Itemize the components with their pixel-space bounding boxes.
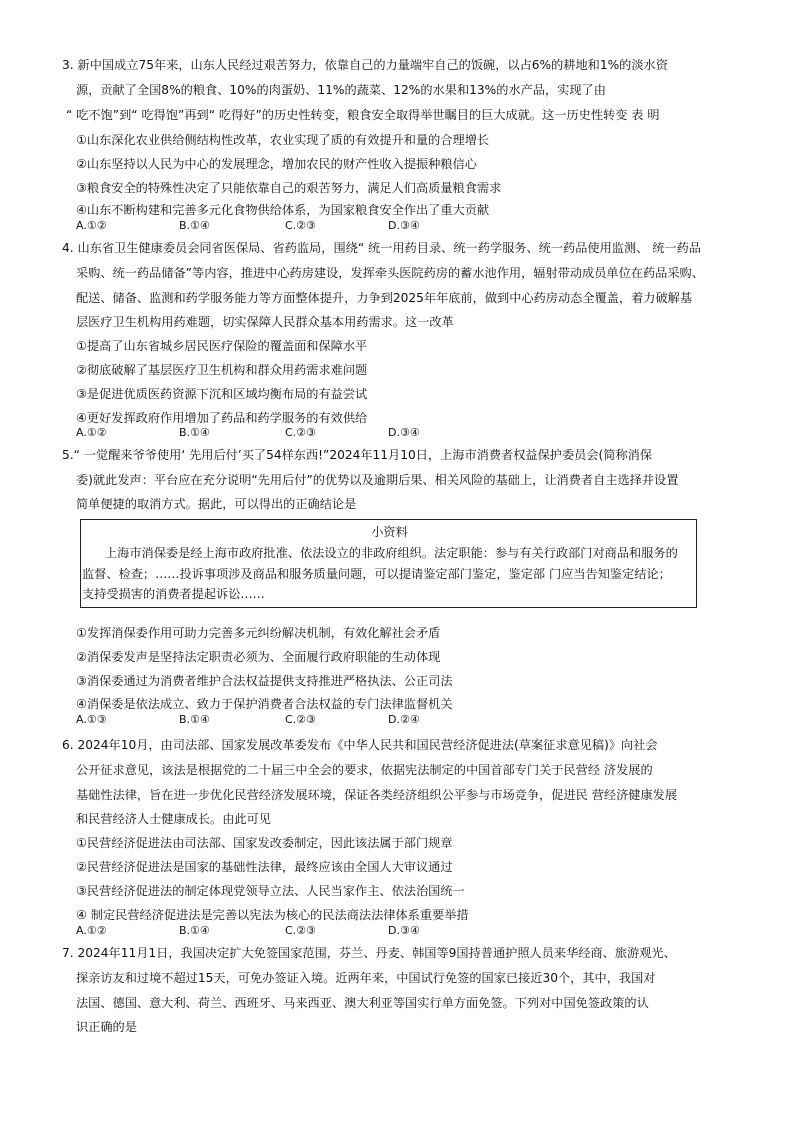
question-3-statement-1: ①山东深化农业供给侧结构性改革，农业实现了质的有效提升和量的合理增长 xyxy=(76,133,490,147)
question-5-stem-line-3: 简单便捷的取消方式。据此，可以得出的正确结论是 xyxy=(76,497,357,511)
question-7-stem-line-3: 法国、德国、意大利、荷兰、西班牙、马来西亚、澳大利亚等国实行单方面免签。下列对中国免签政策的认 xyxy=(76,996,649,1010)
question-5-statement-2: ②消保委发声是坚持法定职责必须为、全面履行政府职能的生动体现 xyxy=(76,650,441,664)
question-7-stem-line-2: 探亲访友和过境不超过15天，可免办签证入境。近两年来，中国试行免签的国家已接近30个，其中，我国对 xyxy=(76,971,656,985)
question-6-statement-3: ③民营经济促进法的制定体现党领导立法、人民当家作主、依法治国统一 xyxy=(76,884,465,898)
question-6-stem-line-2: 公开征求意见，该法是根据党的二十届三中全会的要求，依据宪法制定的中国首部专门关于民营经 济发展的 xyxy=(76,763,653,777)
question-6-option-d: D.③④ xyxy=(388,924,420,937)
question-4-option-b: B.①④ xyxy=(179,426,210,439)
question-5-stem-line-1: 5.“ 一觉醒来爷爷使用‘ 先用后付’买了54样东西!”2024年11月10日，上海市消费者权益保护委员会(简称消保 xyxy=(62,448,653,462)
question-3-option-c: C.②③ xyxy=(285,219,316,232)
question-3-stem-line-2: 源，贡献了全国8%的粮食、10%的肉蛋奶、11%的蔬菜、12%的水果和13%的水产品，实现了由 xyxy=(76,83,606,97)
question-5-statement-1: ①发挥消保委作用可助力完善多元纠纷解决机制，有效化解社会矛盾 xyxy=(76,626,441,640)
question-4-option-a: A.①② xyxy=(76,426,107,439)
question-3-statement-3: ③粮食安全的特殊性决定了只能依靠自己的艰苦努力，满足人们高质量粮食需求 xyxy=(76,181,502,195)
question-4-stem-line-4: 层医疗卫生机构用药难题，切实保障人民群众基本用药需求。这一改革 xyxy=(76,315,454,329)
reference-material-line-3: 支持受损害的消费者提起诉讼…… xyxy=(82,587,265,601)
question-4-stem-line-3: 配送、储备、监测和药学服务能力等方面整体提升，力争到2025年年底前，做到中心药房动态全覆盖，着力破解基 xyxy=(76,291,693,305)
question-5-statement-4: ④消保委是依法成立、致力于保护消费者合法权益的专门法律监督机关 xyxy=(76,697,453,711)
question-3-statement-4: ④山东不断构建和完善多元化食物供给体系，为国家粮食安全作出了重大贡献 xyxy=(76,203,490,217)
question-4-stem-line-1: 4. 山东省卫生健康委员会同省医保局、省药监局，围绕“ 统一用药目录、统一药学服务、统一药品使用监测、 统一药品 xyxy=(62,241,701,255)
question-6-stem-line-1: 6. 2024年10月，由司法部、国家发展改革委发布《中华人民共和国民营经济促进法(草案征求意见稿)》向社会 xyxy=(62,738,658,752)
question-6-stem-line-4: 和民营经济人士健康成长。由此可见 xyxy=(76,812,271,826)
reference-material-box xyxy=(80,519,697,608)
question-4-option-c: C.②③ xyxy=(285,426,316,439)
question-5-stem-line-2: 委)就此发声：平台应在充分说明“先用后付”的优势以及逾期后果、相关风险的基础上，让消费者自主选择并设置 xyxy=(76,473,679,487)
question-6-option-c: C.②③ xyxy=(285,924,316,937)
question-7-stem-line-1: 7. 2024年11月1日，我国决定扩大免签国家范围，芬兰、丹麦、韩国等9国持普通护照人员来华经商、旅游观光、 xyxy=(62,946,676,960)
question-4-statement-4: ④更好发挥政府作用增加了药品和药学服务的有效供给 xyxy=(76,411,368,425)
reference-material-line-1: 上海市消保委是经上海市政府批准、依法设立的非政府组织。法定职能：参与有关行政部门对商品和服务的 xyxy=(105,546,678,560)
question-5-option-d: D.②④ xyxy=(388,713,420,726)
question-7-stem-line-4: 识正确的是 xyxy=(76,1020,137,1034)
question-6-option-b: B.①④ xyxy=(179,924,210,937)
question-6-stem-line-3: 基础性法律，旨在进一步优化民营经济发展环境，保证各类经济组织公平参与市场竞争，促进民 营经济健康发展 xyxy=(76,788,678,802)
question-4-statement-3: ③是促进优质医药资源下沉和区域均衡布局的有益尝试 xyxy=(76,387,368,401)
question-4-stem-line-2: 采购、统一药品储备”等内容，推进中心药房建设，发挥牵头医院药房的蓄水池作用，辐射带动成员单位在药品采购、 xyxy=(76,266,704,280)
question-4-statement-2: ②彻底破解了基层医疗卫生机构和群众用药需求难问题 xyxy=(76,363,368,377)
question-5-option-a: A.①③ xyxy=(76,713,107,726)
question-6-option-a: A.①② xyxy=(76,924,107,937)
question-5-option-b: B.①④ xyxy=(179,713,210,726)
reference-material-title: 小资料 xyxy=(371,525,408,539)
question-5-statement-3: ③消保委通过为消费者维护合法权益提供支持推进严格执法、公正司法 xyxy=(76,674,453,688)
question-3-option-d: D.③④ xyxy=(388,219,420,232)
question-3-option-b: B.①④ xyxy=(179,219,210,232)
question-3-statement-2: ②山东坚持以人民为中心的发展理念，增加农民的财产性收入提振种粮信心 xyxy=(76,157,477,171)
question-4-statement-1: ①提高了山东省城乡居民医疗保险的覆盖面和保障水平 xyxy=(76,339,368,353)
question-6-statement-2: ②民营经济促进法是国家的基础性法律，最终应该由全国人大审议通过 xyxy=(76,860,453,874)
question-3-stem-line-1: 3. 新中国成立75年来，山东人民经过艰苦努力，依靠自己的力量端牢自己的饭碗，以占6%的耕地和1%的淡水资 xyxy=(62,58,668,72)
question-3-option-a: A.①② xyxy=(76,219,107,232)
question-3-stem-line-3: “ 吃不饱”到“ 吃得饱”再到“ 吃得好”的历史性转变，粮食安全取得举世瞩目的巨大成就。这一历史性转变 表 明 xyxy=(66,108,660,122)
question-5-option-c: C.②③ xyxy=(285,713,316,726)
reference-material-line-2: 监督、检查；……投诉事项涉及商品和服务质量问题，可以提请鉴定部门鉴定，鉴定部 门应当告知鉴定结论； xyxy=(82,567,671,581)
question-6-statement-4: ④ 制定民营经济促进法是完善以宪法为核心的民法商法法律体系重要举措 xyxy=(76,908,469,922)
question-6-statement-1: ①民营经济促进法由司法部、国家发改委制定，因此该法属于部门规章 xyxy=(76,836,453,850)
question-4-option-d: D.③④ xyxy=(388,426,420,439)
